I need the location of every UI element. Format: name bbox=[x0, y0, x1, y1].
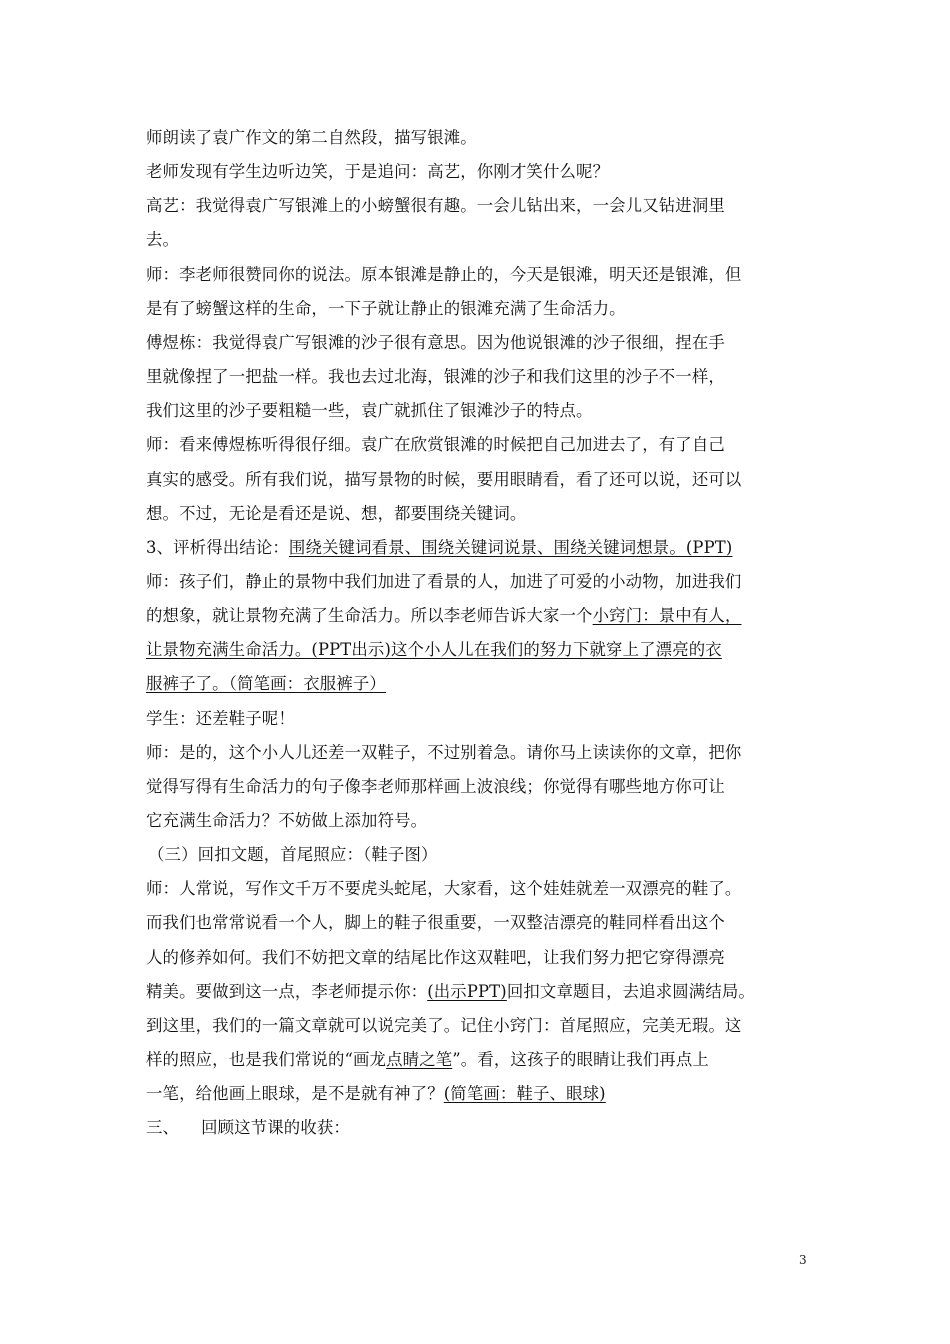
line-text: 傅煜栋：我觉得袁广写银滩的沙子很有意思。因为他说银滩的沙子很细，捏在手 bbox=[146, 332, 725, 352]
line-text: 3、评析得出结论： bbox=[146, 537, 289, 557]
text-line bbox=[146, 743, 741, 763]
text-line bbox=[146, 948, 725, 968]
page-number: 3 bbox=[799, 1253, 807, 1267]
text-line bbox=[146, 913, 725, 933]
line-text: 它充满生命活力？不妨做上添加符号。 bbox=[146, 811, 428, 830]
line-text: 师：孩子们，静止的景物中我们加进了看景的人，加进了可爱的小动物，加进我们 bbox=[146, 571, 742, 591]
text-line bbox=[146, 1118, 350, 1138]
text-line bbox=[146, 470, 741, 490]
text-line bbox=[146, 709, 295, 729]
text-line bbox=[146, 333, 725, 353]
line-text: 真实的感受。所有我们说，描写景物的时候，要用眼睛看，看了还可以说，还可以 bbox=[146, 469, 742, 489]
line-text: 师：人常说，写作文千万不要虎头蛇尾，大家看，这个娃娃就差一双漂亮的鞋了。 bbox=[146, 879, 742, 899]
text-line bbox=[146, 162, 609, 182]
line-text: 觉得写得有生命活力的句子像李老师那样画上波浪线；你觉得有哪些地方你可让 bbox=[146, 776, 725, 796]
underlined-text: 小窍门：景中有人， bbox=[592, 606, 742, 626]
text-line bbox=[146, 1016, 741, 1036]
line-text: 学生：还差鞋子呢！ bbox=[146, 708, 295, 728]
line-text: 回顾这节课的收获： bbox=[201, 1118, 350, 1138]
line-text: 里就像捏了一把盐一样。我也去过北海，银滩的沙子和我们这里的沙子不一样， bbox=[146, 367, 725, 387]
text-line bbox=[146, 777, 725, 797]
text-line bbox=[146, 640, 722, 660]
text-line bbox=[146, 1084, 606, 1104]
underlined-text: 围绕关键词看景、围绕关键词说景、围绕关键词想景。(PPT) bbox=[288, 537, 733, 557]
line-text: 而我们也常常说看一个人，脚上的鞋子很重要，一双整洁漂亮的鞋同样看出这个 bbox=[146, 913, 725, 933]
text-line bbox=[146, 879, 741, 899]
line-text: 精美。要做到这一点，李老师提示你： bbox=[146, 981, 428, 1001]
text-line bbox=[146, 674, 386, 694]
text-line bbox=[146, 196, 725, 216]
text-line bbox=[146, 538, 732, 558]
underlined-text: 让景物充满生命活力。(PPT出示)这个小人儿在我们的努力下就穿上了漂亮的衣 bbox=[146, 640, 722, 660]
text-line bbox=[146, 811, 427, 831]
line-text: 到这里，我们的一篇文章就可以说完美了。记住小窍门：首尾照应，完美无瑕。这 bbox=[146, 1015, 742, 1035]
text-line bbox=[146, 606, 741, 626]
line-text: 我们这里的沙子要粗糙一些，袁广就抓住了银滩沙子的特点。 bbox=[146, 401, 593, 421]
line-text: 师：看来傅煜栋听得很仔细。袁广在欣赏银滩的时候把自己加进去了，有了自己 bbox=[146, 435, 725, 455]
line-text: 人的修养如何。我们不妨把文章的结尾比作这双鞋吧，让我们努力把它穿得漂亮 bbox=[146, 947, 725, 967]
text-line bbox=[146, 299, 626, 319]
line-text: 高艺：我觉得袁广写银滩上的小螃蟹很有趣。一会儿钻出来，一会儿又钻进洞里 bbox=[146, 196, 725, 216]
text-line bbox=[146, 401, 593, 421]
line-text: 样的照应，也是我们常说的“画龙 bbox=[146, 1050, 387, 1070]
line-text: 想。不过，无论是看还是说、想，都要围绕关键词。 bbox=[146, 503, 527, 523]
text-line bbox=[146, 128, 477, 148]
line-text: 老师发现有学生边听边笑，于是追问：高艺，你刚才笑什么呢？ bbox=[146, 162, 610, 182]
text-line bbox=[146, 504, 526, 524]
line-text: ”。看，这孩子的眼睛让我们再点上 bbox=[452, 1050, 709, 1070]
line-text: 回扣文章题目，去追求圆满结局。 bbox=[506, 981, 755, 1001]
line-text: 是有了螃蟹这样的生命，一下子就让静止的银滩充满了生命活力。 bbox=[146, 298, 626, 318]
line-text: 的想象，就让景物充满了生命活力。所以李老师告诉大家一个 bbox=[146, 606, 593, 626]
line-text: 师：是的，这个小人儿还差一双鞋子，不过别着急。请你马上读读你的文章，把你 bbox=[146, 742, 742, 762]
line-text: （三）回扣文题，首尾照应：（鞋子图） bbox=[148, 845, 438, 865]
underlined-text: (出示PPT) bbox=[427, 981, 507, 1001]
text-line bbox=[146, 572, 741, 592]
line-text: 去。 bbox=[146, 230, 180, 250]
underlined-text: 点睛之笔 bbox=[386, 1050, 453, 1070]
text-line bbox=[146, 435, 725, 455]
text-line bbox=[146, 1050, 709, 1070]
text-line bbox=[146, 230, 179, 250]
underlined-text: 服裤子了。（简笔画：衣服裤子） bbox=[146, 674, 386, 694]
line-text: 一笔，给他画上眼球，是不是就有神了？ bbox=[146, 1084, 444, 1104]
underlined-text: (简笔画：鞋子、眼球) bbox=[443, 1084, 606, 1104]
line-text: 师朗读了袁广作文的第二自然段，描写银滩。 bbox=[146, 128, 477, 147]
text-line bbox=[146, 265, 741, 285]
line-text: 三、 bbox=[146, 1118, 180, 1138]
line-text: 师：李老师很赞同你的说法。原本银滩是静止的，今天是银滩，明天还是银滩，但 bbox=[146, 264, 742, 284]
text-line bbox=[146, 367, 725, 387]
text-line bbox=[146, 982, 755, 1002]
text-line bbox=[148, 845, 438, 865]
